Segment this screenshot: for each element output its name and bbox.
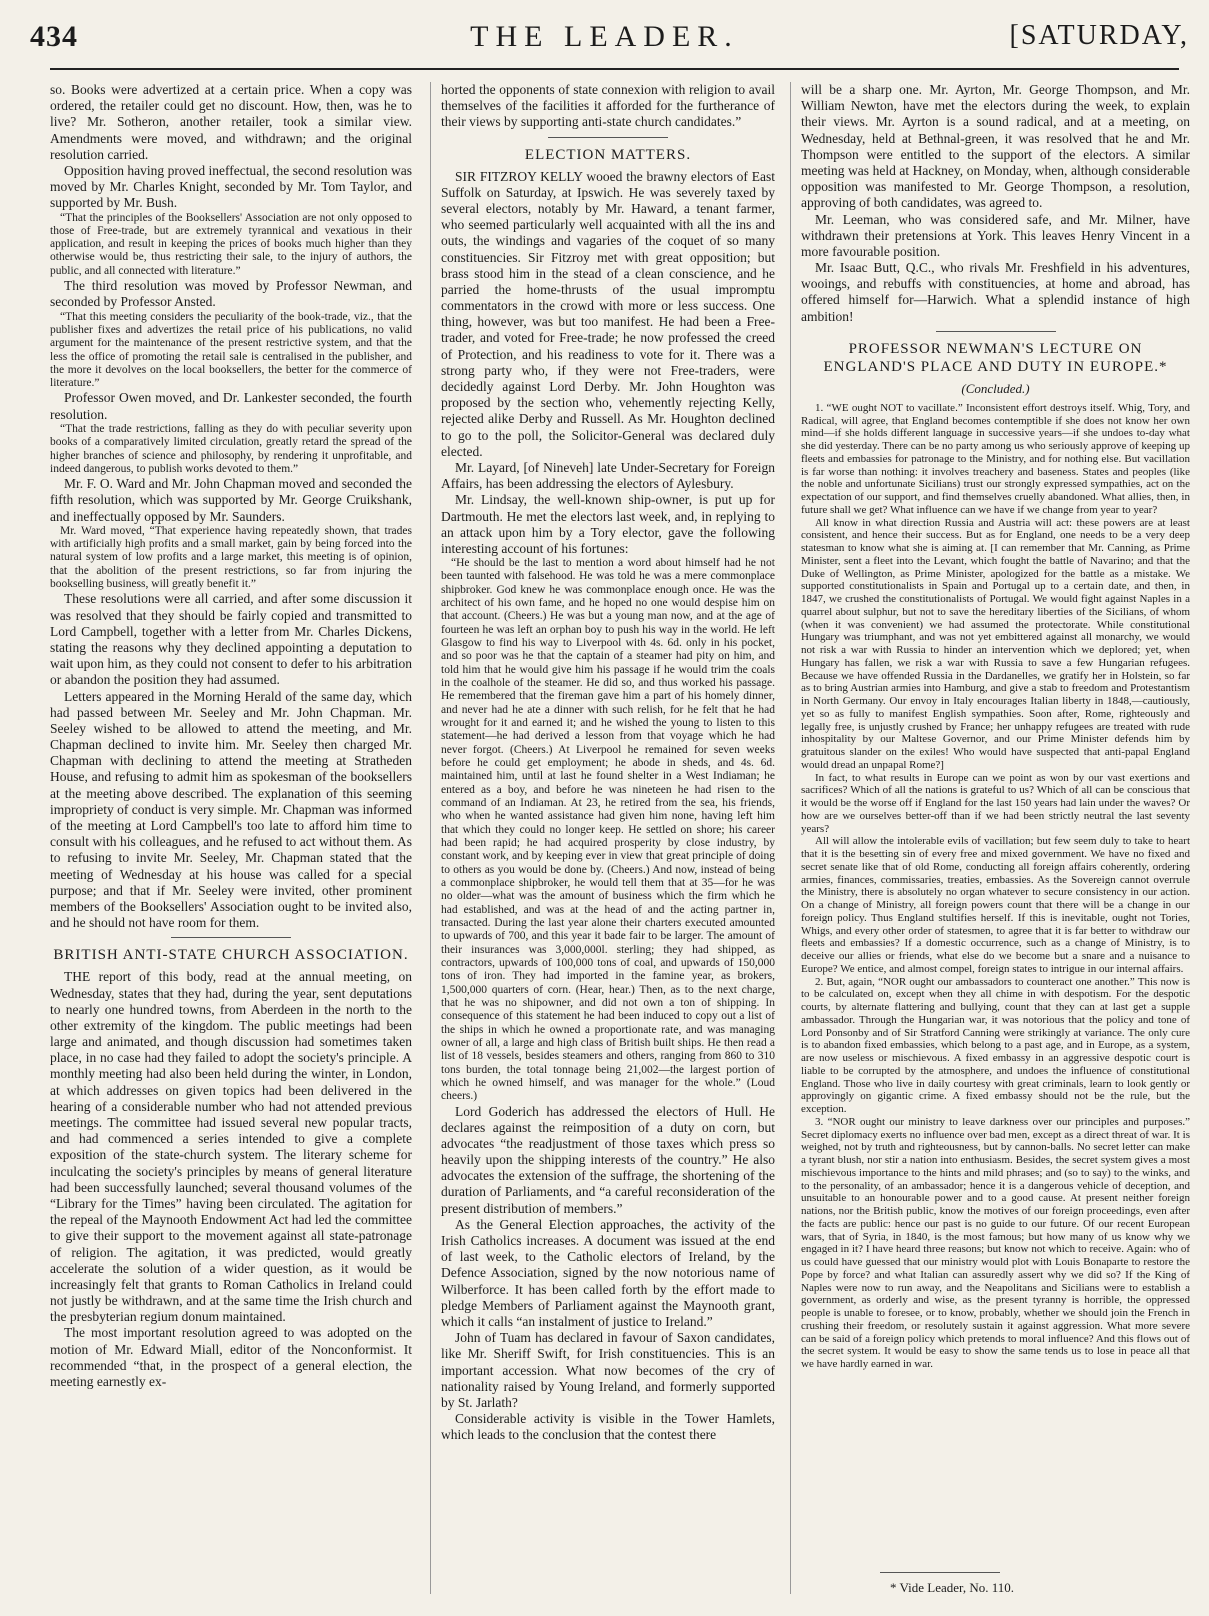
paragraph: Mr. Leeman, who was considered safe, and Mr. Milner, have withdrawn their pretensions at York. This leaves Henry Vincent in a more favourable position. [801, 211, 1190, 259]
day-label: [SATURDAY, [1009, 20, 1189, 51]
footnote-rule [880, 1572, 1000, 1573]
paragraph: Mr. Lindsay, the well-known ship-owner, is put up for Dartmouth. He met the electors last week, and, in replying to an attack upon him by a Tory elector, gave the following interesting account of his fortunes: [441, 492, 775, 556]
paragraph: so. Books were advertized at a certain price. When a copy was ordered, the retailer could get no discount. How, then, was he to live? Mr. Sotheron, another retailer, took a similar view. Amendments were moved, and withdrawn; and the original resolution carried. [50, 82, 412, 162]
paragraph: horted the opponents of state connexion with religion to avail themselves of the facilities it afforded for the furtherance of their views by supporting anti-state church candidates.” [441, 82, 775, 130]
section-divider [171, 937, 291, 938]
column-3 [790, 82, 1190, 1594]
paragraph: Considerable activity is visible in the Tower Hamlets, which leads to the conclusion that the contest there [441, 1411, 775, 1443]
paragraph: will be a sharp one. Mr. Ayrton, Mr. George Thompson, and Mr. William Newton, have met the electors during the week, to explain their views. Mr. Ayrton is a sound radical, and at a meeting, on Wednesday, held at Bethnal-green, it was resolved that he and Mr. Thompson were entitled to the support of the electors. A similar meeting was held at Hackney, on Monday, when, although considerable opposition was manifested to Mr. George Thompson, a resolution, approving of both candidates, was agreed to. [801, 82, 1190, 211]
paragraph: These resolutions were all carried, and after some discussion it was resolved that they should be fairly copied and transmitted to Lord Campbell, together with a letter from Mr. Charles Dickens, stating the reasons why they declined appointing a deputation to wait upon him, as they could not consent to defer to his arbitration or abandon the position they had assumed. [50, 591, 412, 688]
paragraph: THE report of this body, read at the annual meeting, on Wednesday, states that they had, during the year, sent deputations to nearly one hundred towns, from Aberdeen in the north to the other extremity of the kingdom. The public meetings had been large and animated, and though discussion had sometimes taken place, in no case had they failed to adopt the society's principle. A monthly meeting had also been held during the winter, in London, at which addresses on given topics had been delivered in the hearing of a considerable number who had not attended previous meetings. The committee had issued several new popular tracts, and had commenced a series intended to give a complete exposition of the state-church system. The literary scheme for inculcating the society's principles by means of general literature had been successfully launched; several thousand volumes of the “Library for the Times” having been circulated. The agitation for the repeal of the Maynooth Endowment Act had led the committee to give their support to the movement against all state-patronage of religion. The agitation, it was predicted, would greatly accelerate the solution of a wider question, as it would be increasingly felt that grants to Roman Catholics in Ireland could not justly be withdrawn, and at the same time the Irish church and the presbyterian regium donum maintained. [50, 969, 412, 1325]
column-1 [50, 82, 412, 1594]
section-divider [548, 137, 668, 138]
paragraph: Lord Goderich has addressed the electors of Hull. He declares against the reimposition of a duty on corn, but advocates “the readjustment of those taxes which press so heavily upon the shipping interests of the country.” He also advocates the extension of the suffrage, the shortening of the duration of Parliaments, and “a careful reconsideration of the present distribution of members.” [441, 1103, 775, 1216]
lecture-paragraph: In fact, to what results in Europe can we point as won by our vast exertions and sacrifices? Which of all the nations is grateful to us? Which of all can be conscious that it would be the worse off if England for the last 150 years had lain under the waves? Or how are we ourselves better-off than if we had been strictly neutral the last seventy years? [801, 771, 1190, 835]
masthead [0, 0, 1209, 60]
paragraph: Professor Owen moved, and Dr. Lankester seconded, the fourth resolution. [50, 390, 412, 422]
resolution-quote: “That this meeting considers the peculiarity of the book-trade, viz., that the publisher fixes and advertizes the retail price of his publications, no valid argument for the maintenance of the present restrictive system, and that the less the office of promoting the retail sale is centralised in the publisher, and the more it devolves on the local booksellers, the better for the commerce of literature.” [50, 310, 412, 390]
resolution-quote: “That the trade restrictions, falling as they do with peculiar severity upon books of a comparatively limited circulation, greatly retard the spread of the higher branches of science and philosophy, by rendering it unprofitable, and indeed dangerous, to publish works devoted to them.” [50, 422, 412, 475]
section-heading: PROFESSOR NEWMAN'S LECTURE ON ENGLAND'S PLACE AND DUTY IN EUROPE.* [823, 340, 1168, 375]
resolution-quote: Mr. Ward moved, “That experience having repeatedly shown, that trades with artificially high profits and a small market, gain by being forced into the natural system of low profits and a large market, this meeting is of opinion, that the abolition of the present restrictions, so far from injuring the bookselling business, will greatly benefit it.” [50, 524, 412, 591]
paragraph: Opposition having proved ineffectual, the second resolution was moved by Mr. Charles Knight, seconded by Mr. Tom Taylor, and supported by Mr. Bush. [50, 162, 412, 211]
paragraph: SIR FITZROY KELLY wooed the brawny electors of East Suffolk on Saturday, at Ipswich. He was severely taxed by several electors, notably by Mr. Haward, a tenant farmer, who seemed particularly well acquainted with all the ins and outs, the windings and vagaries of the coquet of so many constituencies. Sir Fitzroy met with great opposition; but brass stood him in the stead of a clean conscience, and he parried the home-thrusts of the usual impromptu commentators in the crowd with more or less success. One thing, however, was but too manifest. He had been a Free-trader, and voted for Free-trade; he now professed the creed of Protection, and his readiness to vote for it. There was a strong party who, if they were not Free-traders, were decidedly against Lord Derby. Mr. John Houghton was proposed by the section who, vehemently rejecting Kelly, rejected alike Derby and Russell. As Mr. Houghton declined to go to the poll, the Solicitor-General was declared duly elected. [441, 168, 775, 459]
page-number: 434 [30, 20, 78, 53]
header-rule [50, 68, 1179, 70]
paragraph: The third resolution was moved by Professor Newman, and seconded by Professor Ansted. [50, 278, 412, 310]
lecture-paragraph: All will allow the intolerable evils of vacillation; but few seem duly to take to heart that it is the besetting sin of every free and mixed government. We have no fixed and secret senate like that of old Rome, conducting all foreign affairs coherently, ordering armies, finances, commissaries, treaties, embassies. As the Sovereign cannot overrule the Ministry, there is absolutely no organ whatever to secure consistency in our action. On a change of Ministry, all foreign powers count that there will be a change in our foreign policy. Thus England stultifies herself. If this is inevitable, ought not Tories, Whigs, and every other order of statesmen, to agree that it is far better to withdraw our fleets and embassies? If a domestic occurrence, such as a change of Ministry, is to deceive our allies or friends, what else do we become but a snare and a nuisance to Europe? We entice, and almost compel, foreign states to intrigue in our internal affairs. [801, 835, 1190, 975]
section-divider [936, 331, 1056, 332]
paragraph: Mr. F. O. Ward and Mr. John Chapman moved and seconded the fifth resolution, which was supported by Mr. George Cruikshank, and ineffectually opposed by Mr. Saunders. [50, 476, 412, 524]
paragraph: Letters appeared in the Morning Herald of the same day, which had passed between Mr. Seeley and Mr. John Chapman. Mr. Seeley wished to be allowed to attend the meeting, and Mr. Chapman declined to invite him. Mr. Seeley then charged Mr. Chapman with declining to attend the meeting at Stratheden House, and refusing to admit him as spokesman of the booksellers at the meeting above described. The explanation of this seeming impropriety of conduct is very simple. Mr. Chapman was informed of the meeting at Lord Campbell's too late to afford him time to consult with his colleagues, and he refused to act without them. As to refusing to invite Mr. Seeley, Mr. Chapman stated that the meeting of Wednesday at his house was called for a special purpose; and that if Mr. Seeley were invited, other prominent members of the Booksellers' Association ought to be invited also, and he should not have room for them. [50, 688, 412, 931]
section-heading: BRITISH ANTI-STATE CHURCH ASSOCIATION. [53, 947, 409, 964]
newspaper-title: THE LEADER. [470, 20, 739, 53]
paragraph: As the General Election approaches, the activity of the Irish Catholics increases. A document was issued at the end of last week, to the Catholic electors of Ireland, by the Defence Association, signed by the now notorious name of Wilberforce. It has been called forth by the effort made to pledge Members of Parliament against the Maynooth grant, which it calls “an instalment of justice to Ireland.” [441, 1216, 775, 1329]
paragraph: John of Tuam has declared in favour of Saxon candidates, like Mr. Sheriff Swift, for Irish constituencies. This is an important accession. What now becomes of the cry of nationality raised by Young Ireland, and formerly supported by St. Jarlath? [441, 1330, 775, 1410]
section-heading: ELECTION MATTERS. [524, 146, 692, 163]
lecture-paragraph: 1. “WE ought NOT to vacillate.” Inconsistent effort destroys itself. Whig, Tory, and Radical, will agree, that England becomes contemptible if she does not know her own mind—if she holds different language in successive years—if she undoes to-day what she did yesterday. There can be no party among us who seriously approve of keeping up fleets and embassies for patronage to the Ministry, and for nothing else. But vacillation is far worse than nothing: it involves treachery and baseness. States and peoples (like the noble and unfortunate Sicilians) trust our strongly expressed sympathies, act on the expectation of our support, and find themselves cruelly abandoned. What allies, then, in future shall we get? What influence can we have if we change from year to year? [801, 401, 1190, 516]
speech-quote: “He should be the last to mention a word about himself had he not been taunted with falsehood. He was told he was a mere commonplace shipbroker. God knew he was commonplace enough once. He was the architect of his own fame, and he hoped no one would despise him on that account. (Cheers.) He was but a young man now, and at the age of fourteen he was left an orphan boy to push his way in the world. He left Glasgow to find his way to Liverpool with 4s. 6d. only in his pocket, and so poor was he that the captain of a steamer had pity on him, and told him that he would give him his passage if he would trim the coals in the coalhole of the steamer. He did so, and thus worked his passage. He remembered that the fireman gave him a part of his homely dinner, and never had he ate a dinner with such relish, for he felt that he had wrought for it and earned it; and he wished the young to listen to this statement—he had derived a lesson from that voyage which he had never forgot. (Cheers.) At Liverpool he remained for seven weeks before he could get employment; he abode in sheds, and 4s. 6d. maintained him, until at last he found shelter in a West Indiaman; he entered as a boy, and before he was nineteen he had risen to the command of an Indiaman. At 23, he retired from the sea, his friends, who when he wanted assistance had given him none, having left him that which they could no longer keep. He settled on shore; his career had been rapid; he had acquired prosperity by close industry, by constant work, and by keeping ever in view that great principle of doing to others as you would be done by. (Cheers.) And now, instead of being a commonplace shipbroker, he would tell them that at 35—for he was no older—what was the amount of business which the firm which he had established, and was at the head of and the acting partner in, transacted. During the last year alone their charters executed amounted to upwards of 700, and this year it bade fair to be larger. The amount of their insurances was 3,000,000l. sterling; they had shipped, as contractors, upwards of 100,000 tons of coal, and upwards of 150,000 tons of iron. They had imported in the famine year, as brokers, 1,500,000 quarters of corn. (Hear, hear.) Then, as to the next charge, that he was no shipowner, and did not own a ton of shipping. In consequence of this statement he had been induced to copy out a list of the ships in which he owned a proportionate rate, and was managing owner of all, a large and high class of British built ships. He then read a list of 18 vessels, besides steamers and others, ranging from 860 to 310 tons burden, the total tonnage being 21,002—the largest portion of which he owned himself, and was manager for the whole.” (Loud cheers.) [441, 557, 775, 1103]
section-subheading: (Concluded.) [961, 380, 1030, 396]
column-2 [430, 82, 775, 1594]
lecture-paragraph: 2. But, again, “NOR ought our ambassadors to counteract one another.” This now is to be calculated on, except when they all chime in with despotism. For the despotic courts, by alternate flattering and bullying, count that they can at last get a supple ambassador. Through the Hungarian war, it was notorious that the policy and tone of Lord Ponsonby and of Sir Stratford Canning were strikingly at variance. The only cure is to abandon fixed embassies, which belong to a past age, and in Europe, as a system, are now useless or mischievous. A fixed embassy in an aggressive despotic court is liable to be corrupted by the atmosphere, and undoes the influence of constitutional England. Those who live in daily courtesy with great criminals, learn to look gently or approvingly on gigantic crime. A fixed embassy should not be the rule, but the exception. [801, 975, 1190, 1116]
paragraph: Mr. Layard, [of Nineveh] late Under-Secretary for Foreign Affairs, has been addressing the electors of Aylesbury. [441, 459, 775, 492]
lecture-paragraph: All know in what direction Russia and Austria will act: these powers are at least consistent, and hence their success. But as for England, one needs to be a very deep statesman to know what she is aiming at. [I can remember that Mr. Canning, as Prime Minister, sent a fleet into the Levant, which fought the battle of Navarino; and that the Duke of Wellington, as Prime Minister, apologized for the battle as a mistake. We supported constitutionalists in Spain and Portugal up to a certain date, and then, in 1847, we crushed the constitutionalists of Portugal. We would fight against Naples in a quarrel about sulphur, but not to save the hereditary liberties of the Sicilians, of whom (when it was convenient) we had assumed the protectorate. While constitutional Hungary was triumphant, and was not yet embittered against all monarchy, we would not risk a war with Russia to hinder an intervention which we deplored; yet, when Hungary has fallen, we risk a war with Russia to save a few Hungarian refugees. Because we have offended Russia in the Dardanelles, we gratify her in Holstein, so far as to bring Austrian armies into Hamburg, and give a stab to freedom and Protestantism in North Germany. Our envoy in Italy encourages Italian liberty in 1848,—cautiously, yet so as fully to manifest English sympathies. Soon after, Rome, righteously and legally free, is unjustly crushed by France; her unhappy refugees are treated with rude inhospitality by our Maltese Governor, and our Prime Minister defends him by gratuitous slander on the exiles! Who would have suspected that anti-papal England would dread an unpapal Rome?] [801, 516, 1190, 771]
resolution-quote: “That the principles of the Booksellers' Association are not only opposed to those of Free-trade, but are extremely tyrannical and vexatious in their application, and result in keeping the prices of books much higher than they otherwise would be, thus restricting their sale, to the injury of authors, the public, and all connected with literature.” [50, 211, 412, 277]
lecture-paragraph: 3. “NOR ought our ministry to leave darkness over our principles and purposes.” Secret diplomacy exerts no influence over bad men, except as a direct threat of war. It is weighed, not by truth and righteousness, but by cannon-balls. No secret letter can make a tyrant blush, nor stir a nation into enthusiasm. Besides, the secret system gives a most mischievous importance to the hints and mild phrases; and (so to say) to the winks, and to the personality, of an ambassador; hence it is a dangerous vehicle of deception, and unsuitable to an honourable power and to a good cause. At present neither foreign nations, nor the British public, know the motives of our foreign proceedings, even after the facts are public: hence our past is no guide to our future. Of our recent European wars, that of Syria, in 1840, is the most famous; but how many of us know why we engaged in it? I have heard three reasons; but know not which to receive. Again: who of us could have guessed that our ministry would plot with Louis Bonaparte to restore the Pope by force? and what Italian can assuredly assert why we did so? If the King of Naples were now to run away, and the Neapolitans and Sicilians were to establish a government, as orderly and wise, as the present tyranny is horrible, the oppressed people is unable to foresee, or to know, probably, whether we should join the French in crushing their freedom, or resolutely sustain it against aggression. What more severe can be said of a foreign policy which pretends to moral influence? And this flows out of the secret system. It would be easy to show the same tends us to lose in peace all that we have hardly earned in war. [801, 1115, 1190, 1371]
paragraph: Mr. Isaac Butt, Q.C., who rivals Mr. Freshfield in his adventures, wooings, and rebuffs with constituencies, at home and abroad, has offered himself for—Harwich. What a splendid instance of high ambition! [801, 260, 1190, 324]
footnote: * Vide Leader, No. 110. [890, 1580, 1014, 1595]
paragraph: The most important resolution agreed to was adopted on the motion of Mr. Edward Miall, editor of the Nonconformist. It recommended “that, in the prospect of a general election, the meeting earnestly ex- [50, 1325, 412, 1389]
